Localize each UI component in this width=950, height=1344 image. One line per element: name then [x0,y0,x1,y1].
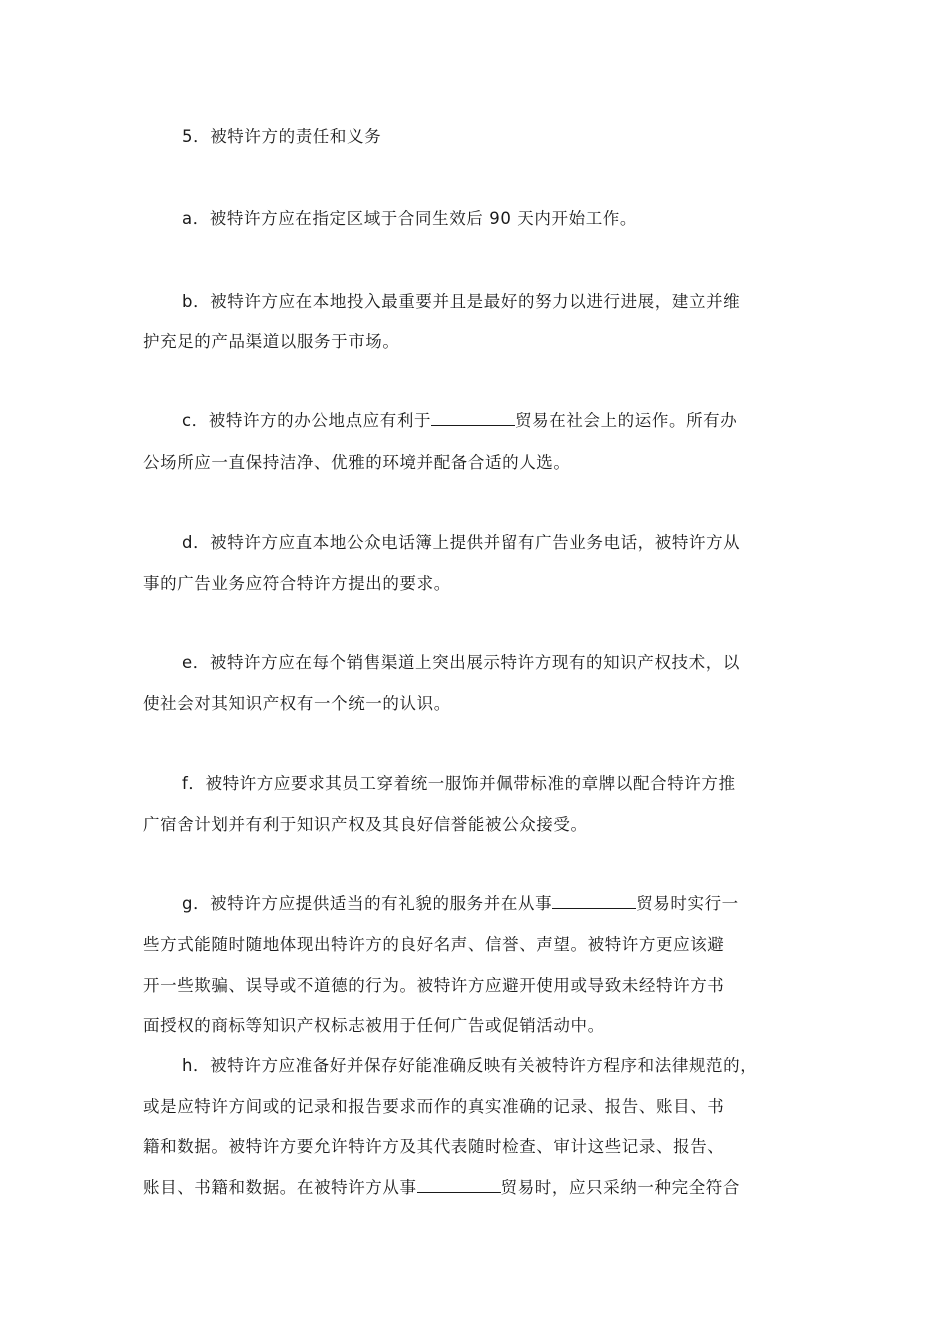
clause-e-line-1: e．被特许方应在每个销售渠道上突出展示特许方现有的知识产权技术，以 [182,653,740,672]
clause-h-line-4 [143,1177,740,1199]
clause-h-line-3: 籍和数据。被特许方要允许特许方及其代表随时检查、审计这些记录、报告、 [143,1137,725,1156]
clause-d-line-1: d．被特许方应直本地公众电话簿上提供并留有广告业务电话，被特许方从 [182,533,741,552]
clause-g-line-4: 面授权的商标等知识产权标志被用于任何广告或促销活动中。 [143,1016,605,1035]
clause-f-line-1: f．被特许方应要求其员工穿着统一服饰并佩带标准的章牌以配合特许方推 [182,774,736,793]
clause-g-line-3: 开一些欺骗、误导或不道德的行为。被特许方应避开使用或导致未经特许方书 [143,976,725,995]
clause-g-text-before-blank: g．被特许方应提供适当的有礼貌的服务并在从事 [182,894,553,913]
clause-h-line-1: h．被特许方应准备好并保存好能准确反映有关被特许方程序和法律规范的， [182,1056,758,1075]
clause-c-text-after-blank: 贸易在社会上的运作。所有办 [515,411,738,430]
clause-c-line-1 [182,410,737,432]
section-heading: 5．被特许方的责任和义务 [182,127,382,146]
clause-b-line-1: b．被特许方应在本地投入最重要并且是最好的努力以进行进展，建立并维 [182,292,741,311]
clause-b-line-2: 护充足的产品渠道以服务于市场。 [143,332,400,351]
clause-a-line-1: a．被特许方应在指定区域于合同生效后 90 天内开始工作。 [182,209,637,228]
clause-g-text-after-blank: 贸易时实行一 [636,894,739,913]
clause-d-line-2: 事的广告业务应符合特许方提出的要求。 [143,574,451,593]
clause-h-text-before-blank: 账目、书籍和数据。在被特许方从事 [143,1178,417,1197]
fill-in-blank [417,1177,501,1193]
clause-h-line-2: 或是应特许方间或的记录和报告要求而作的真实准确的记录、报告、账目、书 [143,1097,725,1116]
clause-g-line-1 [182,893,739,915]
clause-c-line-2: 公场所应一直保持洁净、优雅的环境并配备合适的人选。 [143,453,571,472]
clause-e-line-2: 使社会对其知识产权有一个统一的认识。 [143,694,451,713]
clause-g-line-2: 些方式能随时随地体现出特许方的良好名声、信誉、声望。被特许方更应该避 [143,935,725,954]
clause-h-text-after-blank: 贸易时，应只采纳一种完全符合 [500,1178,741,1197]
fill-in-blank [431,410,515,426]
clause-f-line-2: 广宿舍计划并有利于知识产权及其良好信誉能被公众接受。 [143,815,588,834]
fill-in-blank [552,893,636,909]
clause-c-text-before-blank: c．被特许方的办公地点应有利于 [182,411,432,430]
